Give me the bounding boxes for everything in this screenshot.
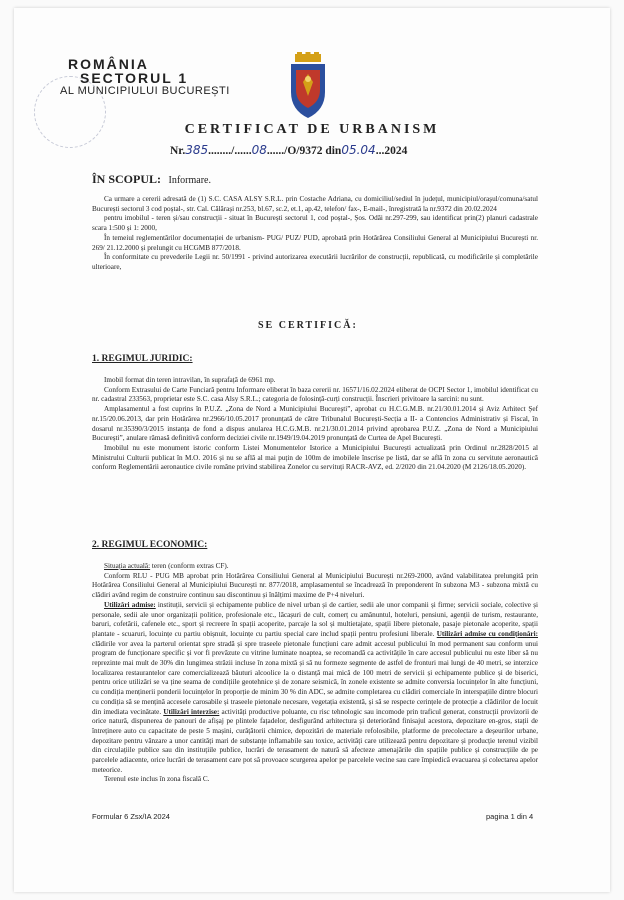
handwritten-number: 385 [185,143,209,157]
regim-juridic-heading: 1. REGIMUL JURIDIC: [92,354,193,364]
handwritten-number-2: 08 [251,143,267,157]
juridic-paragraph: Conform Extrasului de Carte Funciară pentru Informare eliberat în baza cererii nr. 16571/16.02.2024 eliberat de OCPI Sector 1, imobilul identificat cu nr. cadastral 233563, proprietar este S.C. casa Alsy S.R.L.; categoria de folosință-curți construcții. Înscrieri privitoare la sarcini: nu sunt. [92,385,538,404]
header-country: ROMÂNIA [68,56,149,72]
certificate-number-line: Nr.385......../......08....../O/9372 din05.04...2024 [170,143,408,157]
se-certifica-heading: SE CERTIFICĂ: [258,320,358,331]
header-sector: SECTORUL 1 [80,70,189,86]
economic-paragraph: Conform RLU - PUG MB aprobat prin Hotărârea Consiliului General al Municipiului București nr.269-2000, având valabilitatea prelungită prin Hotărârea Consiliului General al Municipiului București nr. 877/2018, amplasamentul se încadrează în preponderent în subzona M3 - subzona mixtă cu clădiri având regim de construire continuu sau discontinuu și înălțimi maxime de P+4 niveluri. [92,571,538,600]
juridic-paragraph: Imobil format din teren intravilan, în suprafață de 6961 mp. [104,376,276,384]
utilizari-admise: Utilizări admise: instituții, servicii și echipamente publice de nivel urban și de cartier, sedii ale unor companii și firme; servicii sociale, colective și personale, sedii ale unor organizații politice, profesionale etc., lăcașuri de cult, comerț cu amănuntul, hoteluri, pensiuni, agenții de turism, restaurante, baruri, cofetării, cafenele etc., sport și recreere în spații acoperite, parcaje la sol și multietajate, spații libere pietonale, pasaje pietonale acoperite, spații plantate - scuaruri, locuințe cu partiu obișnuit, locuințe cu partiu special care includ spații pentru profesiuni liberale. Utilizări admise cu condiționări: clădirile vor avea la parterul orientat spre stradă și spre traseele pietonale funcțiuni care admit accesul publicului în mod permanent sau conform unui program de funcționare specific și vor fi prevăzute cu vitrine luminate noaptea, se recomandă ca activitățile în care accesul publicului nu este liber să nu reprezinte mai mult de 30% din lungimea străzii incluse în zona mixtă și să nu formeze segmente de astfel de fronturi mai lungi de 40 metri, se interzice localizarea restaurantelor care comercializează băuturi alcoolice la o distanță mai mică de 100 metri de servicii și echipamente publice și de biserici, pentru orice utilizări se va ține seama de condițiile geotehnice și de zonare seismică, în zonele existente se admite conversia locuințelor în alte funcțiuni, cu condiția menținerii ponderii locuințelor în proporție de minim 30 % din ADC, se admite completarea cu clădiri comerciale în interspațiile dintre blocuri cu condiția să se mențină accesele carosabile și traseele pietonale necesare, vegetația existentă, și să se respecte cerințele de protecție a clădirilor de locuit din imediata vecinătate. Utilizări interzise: activități productive poluante, cu risc tehnologic sau incomode prin traficul generat, construcții provizorii de orice natură, dispunerea de panouri de afișaj pe plintele fațadelor, desfigurând arhitectura și deteriorând finisajul acestora, depozitare en-gros, stații de întreținere auto cu capacitate de peste 5 mașini, curățătorii chimice, depozitări de materiale refolosibile, platforme de precolectare a deșeurilor urbane, depozitare pentru vânzare a unor cantități mari de substanțe inflamabile sau toxice, activități care utilizează pentru depozitare și producție terenul vizibil din circulațiile publice sau din instituțiile publice, lucrări de terasament de natură să afecteze amenajările din spațiile publice și construcțiile de pe parcelele adiacente, orice lucrări de terasament care pot să provoace scurgerea apelor pe parcelele vecine sau care împiedică evacuarea și colectarea apelor meteorice. [92,600,539,774]
situatia-actuala: Situația actuală: teren (conform extras CF). [104,562,229,570]
issuer-header [60,56,230,97]
intro-paragraph: În conformitate cu prevederile Legii nr. 50/1991 - privind autorizarea executării lucrărilor de construcții, republicată, cu modificările și completările ulterioare, [92,253,538,271]
scope-value: Informare. [168,175,211,186]
bucharest-coat-of-arms [286,52,330,120]
scope-label: ÎN SCOPUL: [92,172,162,186]
juridic-paragraph: Imobilul nu este monument istoric conform Listei Monumentelor Istorice a Municipiului București actualizată prin Ordinul nr.2828/2015 al Ministrului Culturii publicat în M.O. 2016 și nu se află al mai puțin de 100m de imobilele înscrise pe listă, dar se află în zona cu servitute aeronautică conform Reglementării aeronautice civile române privind stabilirea Zonelor cu servituți RACR-AVZ, ed. 2/2020 din 21.04.2020 (M 2126/18.05.2020). [92,443,538,472]
zona-fiscala: Terenul este inclus în zona fiscală C. [104,775,210,784]
intro-paragraph: În temeiul reglementărilor documentației de urbanism- PUG/ PUZ/ PUD, aprobată prin Hotărârea Consiliului General al Municipiului București nr. 269/ 21.12.2000 și prelungit cu HCGMB 877/2018. [92,233,538,252]
scope-line [92,172,211,187]
form-code: Formular 6 Zsx/IA 2024 [92,812,170,821]
intro-paragraph: Ca urmare a cererii adresată de (1) S.C. CASA ALSY S.R.L. prin Costache Adriana, cu domiciliul/sediul în județul, municipiul/orașul/comuna/satul București sectorul 3 cod poștal-, str. Cal. Călărași nr.253, bl.67, sc.2, et.1, ap.42, telefon/ fax-, E-mail-, înregistrată la nr.9372 din 20.02.2024 [92,195,538,213]
header-municipality: AL MUNICIPIULUI BUCUREȘTI [60,85,230,97]
page-number: pagina 1 din 4 [486,812,534,821]
regim-economic-body [92,562,538,785]
regim-juridic-body [92,376,538,473]
juridic-paragraph: Amplasamentul a fost cuprins în P.U.Z. „Zona de Nord a Municipiului București”, aprobat cu H.C.G.M.B. nr.21/30.01.2014 și Aviz Arhitect Șef nr.15/20.06.2013, dar prin Hotărârea nr.2966/10.05.2017 pronunțată de către Tribunalul București-Secția a II- a Contencios Administrativ și Fiscal, în dosarul nr.35390/3/2015 instanța de fond a dispus anularea H.C.G.M.B. nr.21/30.01.2014 privind aprobarea P.U.Z. „Zona de Nord a Municipiului București”, anulare rămasă definitivă conform deciziei civile nr.1949/19.04.2019 pronunțată de Curtea de Apel București. [92,405,538,443]
document-title: CERTIFICAT DE URBANISM [184,122,440,137]
intro-paragraph: pentru imobilul - teren și/sau construcții - situat în București sectorul 1, cod poștal-, Șos. Odăi nr.297-299, sau identificat prin(2) planuri cadastrale scara 1:500 și 1: 2000, [92,214,538,233]
regim-economic-heading: 2. REGIMUL ECONOMIC: [92,540,208,550]
intro-section [92,195,538,273]
handwritten-date: 05.04 [341,143,376,157]
